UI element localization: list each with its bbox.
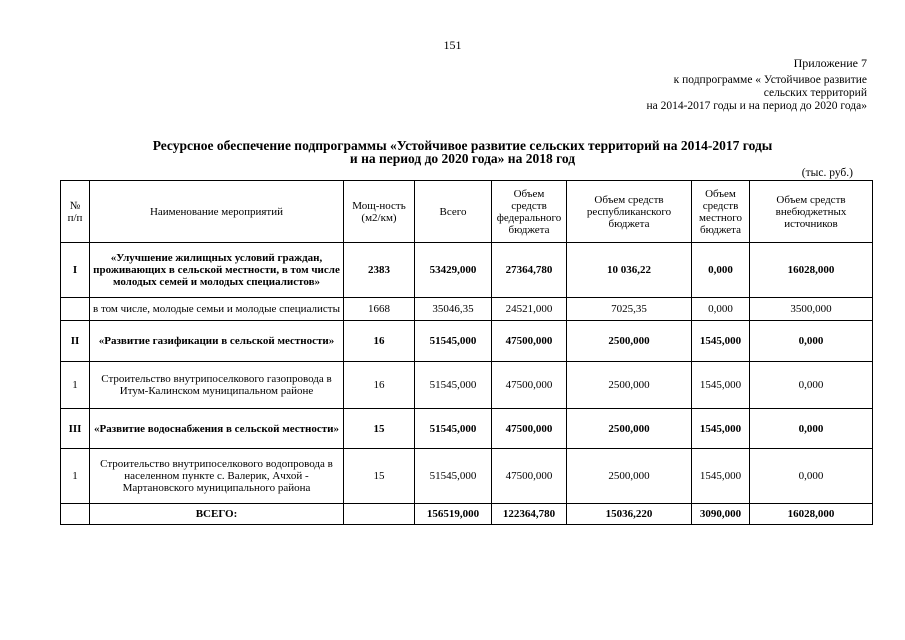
row-name: «Улучшение жилищных условий граждан, проживающих в сельской местности, в том числе молодых семей и молодых специалистов» <box>90 243 344 298</box>
row-capacity: 15 <box>344 409 415 449</box>
row-extrabudget: 16028,000 <box>750 243 873 298</box>
row-number: I <box>61 243 90 298</box>
row-republican: 2500,000 <box>567 449 692 504</box>
table-row <box>61 409 873 449</box>
row-number: III <box>61 409 90 449</box>
appendix-line: к подпрограмме « Устойчивое развитие <box>673 74 867 86</box>
row-extrabudget: 0,000 <box>750 449 873 504</box>
row-local: 0,000 <box>692 243 750 298</box>
table-row <box>61 321 873 362</box>
table-header-row <box>61 181 873 243</box>
row-capacity: 15 <box>344 449 415 504</box>
row-federal: 122364,780 <box>492 504 567 525</box>
row-extrabudget: 16028,000 <box>750 504 873 525</box>
header-name: Наименование мероприятий <box>90 181 344 243</box>
row-republican: 2500,000 <box>567 362 692 409</box>
row-federal: 47500,000 <box>492 362 567 409</box>
row-capacity: 16 <box>344 362 415 409</box>
row-name: «Развитие газификации в сельской местности» <box>90 321 344 362</box>
appendix-reference <box>646 74 867 113</box>
header-number: № п/п <box>61 181 90 243</box>
row-name: Строительство внутрипоселкового водопровода в населенном пункте с. Валерик, Ачхой - Мартановского муниципального района <box>90 449 344 504</box>
row-republican: 15036,220 <box>567 504 692 525</box>
header-republican: Объем средств республиканского бюджета <box>567 181 692 243</box>
row-total: 156519,000 <box>415 504 492 525</box>
page-number: 151 <box>443 38 462 52</box>
row-republican: 2500,000 <box>567 321 692 362</box>
row-capacity: 2383 <box>344 243 415 298</box>
appendix-line: на 2014-2017 годы и на период до 2020 года» <box>646 100 867 112</box>
row-name: в том числе, молодые семьи и молодые специалисты <box>90 298 344 321</box>
row-republican: 2500,000 <box>567 409 692 449</box>
row-capacity <box>344 504 415 525</box>
row-total: 53429,000 <box>415 243 492 298</box>
header-extrabudget: Объем средств внебюджетных источников <box>750 181 873 243</box>
table-row <box>61 362 873 409</box>
row-number: II <box>61 321 90 362</box>
row-extrabudget: 3500,000 <box>750 298 873 321</box>
row-number <box>61 298 90 321</box>
row-local: 1545,000 <box>692 362 750 409</box>
table-row <box>61 243 873 298</box>
resource-table <box>60 180 873 525</box>
document-title-line: Ресурсное обеспечение подпрограммы «Устойчивое развитие сельских территорий на 2014-2017 годы <box>152 138 773 153</box>
row-local: 1545,000 <box>692 409 750 449</box>
row-federal: 47500,000 <box>492 449 567 504</box>
header-total: Всего <box>415 181 492 243</box>
row-total: 51545,000 <box>415 409 492 449</box>
row-federal: 47500,000 <box>492 321 567 362</box>
row-total: 51545,000 <box>415 321 492 362</box>
row-federal: 24521,000 <box>492 298 567 321</box>
header-federal: Объем средств федерального бюджета <box>492 181 567 243</box>
row-republican: 10 036,22 <box>567 243 692 298</box>
header-local: Объем средств местного бюджета <box>692 181 750 243</box>
row-federal: 47500,000 <box>492 409 567 449</box>
document-title-line: и на период до 2020 года» на 2018 год <box>349 151 576 166</box>
table-row <box>61 504 873 525</box>
document-title <box>60 139 865 165</box>
row-extrabudget: 0,000 <box>750 321 873 362</box>
row-number <box>61 504 90 525</box>
row-extrabudget: 0,000 <box>750 362 873 409</box>
table-row <box>61 449 873 504</box>
row-republican: 7025,35 <box>567 298 692 321</box>
row-number: 1 <box>61 362 90 409</box>
row-total: 51545,000 <box>415 362 492 409</box>
row-local: 1545,000 <box>692 449 750 504</box>
row-number: 1 <box>61 449 90 504</box>
row-name: «Развитие водоснабжения в сельской местности» <box>90 409 344 449</box>
row-local: 1545,000 <box>692 321 750 362</box>
row-name: Строительство внутрипоселкового газопровода в Итум-Калинском муниципальном районе <box>90 362 344 409</box>
appendix-title: Приложение 7 <box>793 56 867 70</box>
header-capacity: Мощ-ность (м2/км) <box>344 181 415 243</box>
row-federal: 27364,780 <box>492 243 567 298</box>
row-name: ВСЕГО: <box>90 504 344 525</box>
row-total: 35046,35 <box>415 298 492 321</box>
row-capacity: 1668 <box>344 298 415 321</box>
row-local: 3090,000 <box>692 504 750 525</box>
appendix-line: сельских территорий <box>763 87 867 99</box>
table-row <box>61 298 873 321</box>
row-local: 0,000 <box>692 298 750 321</box>
units-label: (тыс. руб.) <box>801 167 853 179</box>
row-total: 51545,000 <box>415 449 492 504</box>
row-capacity: 16 <box>344 321 415 362</box>
row-extrabudget: 0,000 <box>750 409 873 449</box>
